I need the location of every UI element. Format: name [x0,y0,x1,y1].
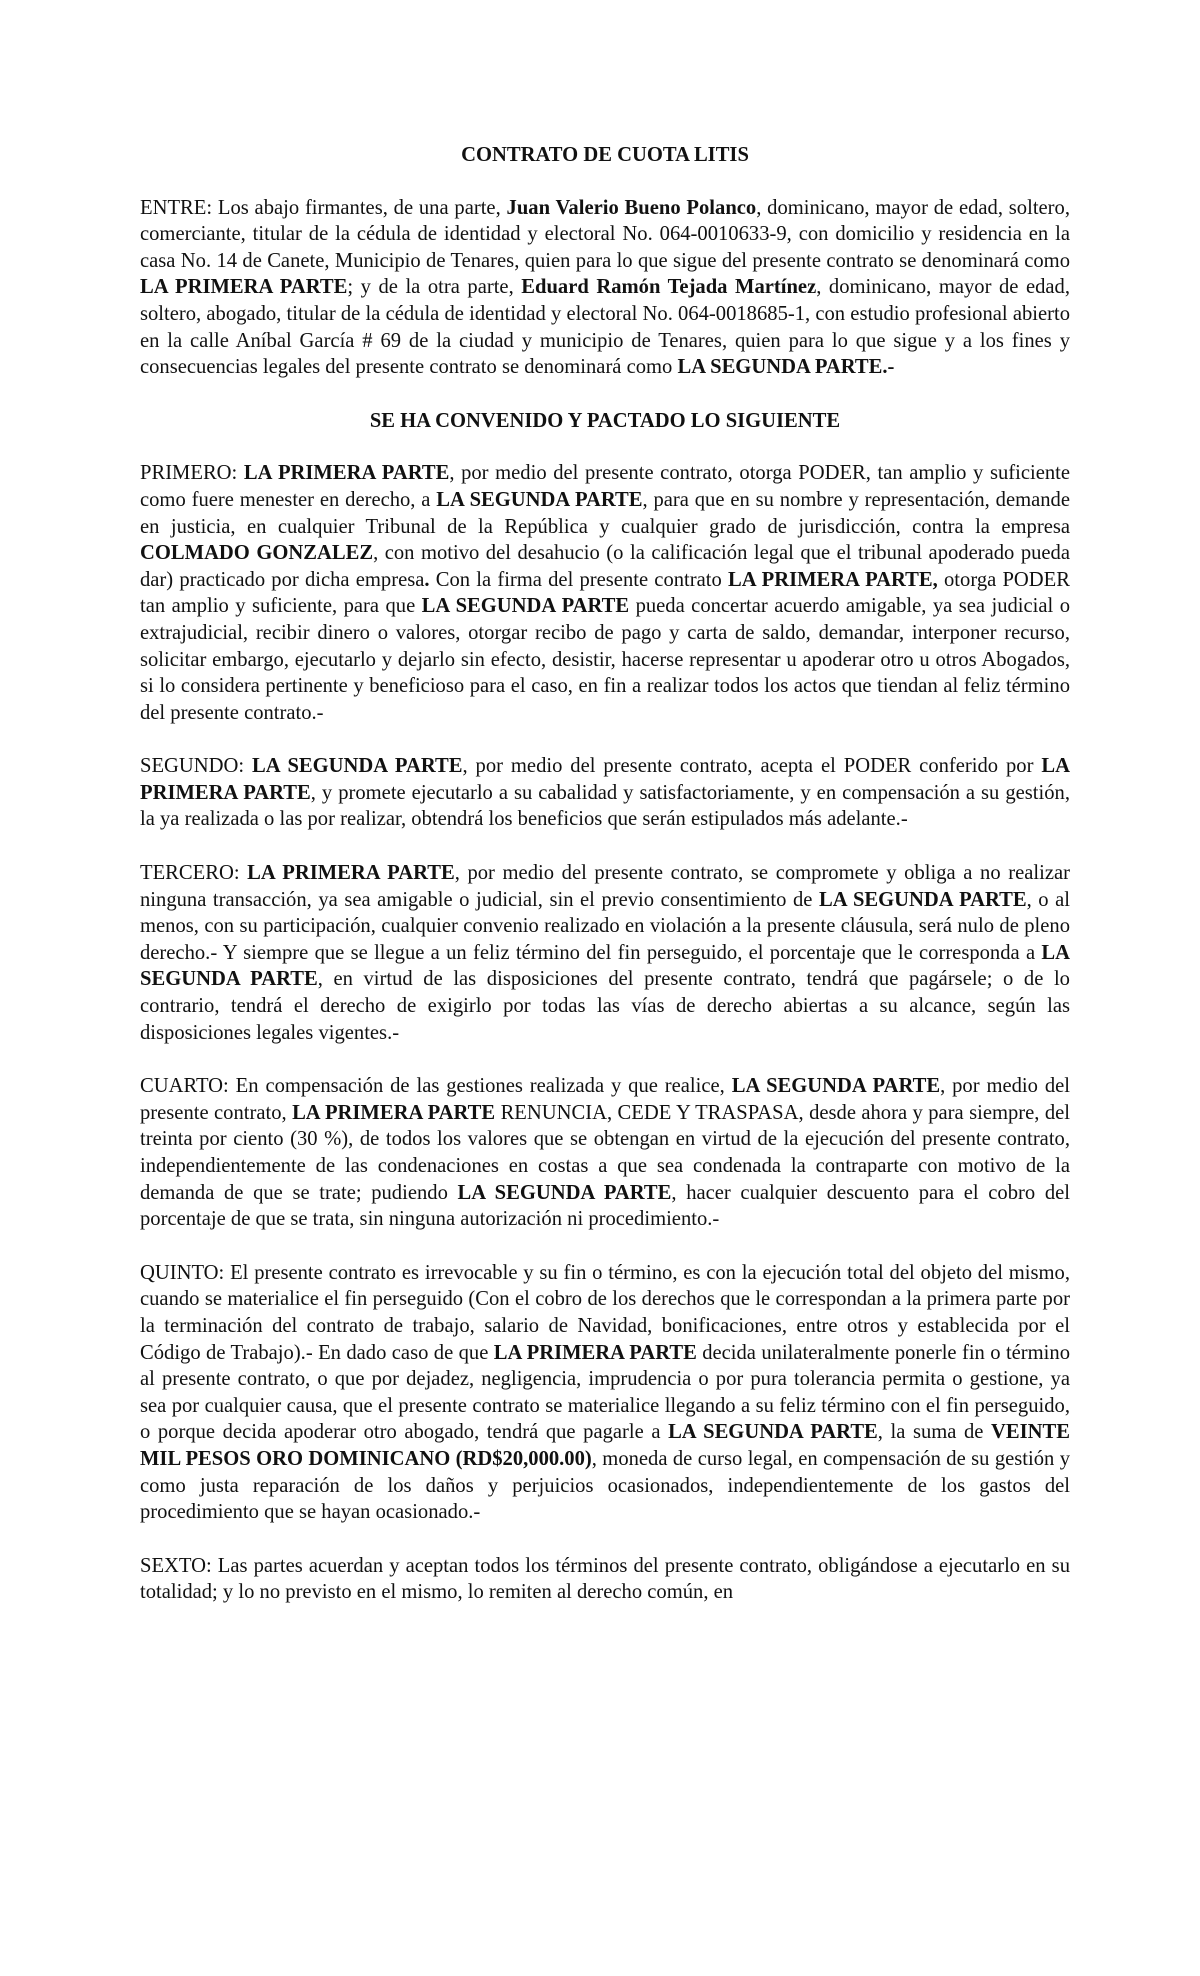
intro-text-1: ENTRE: Los abajo firmantes, de una parte, [140,196,507,219]
primero-bold-1: LA PRIMERA PARTE [243,462,450,485]
primero-text-1: PRIMERO: [140,462,244,485]
intro-text-2: , dominicano, mayor de edad, soltero, comerciante, titular de la cédula de identidad y electoral No. 064-0010633-9, con domicilio y residencia en la casa No. 14 de Canete, Municipio de Tenares, quien para lo que sigue del presente contrato se denominará como [140,196,1070,272]
segundo-bold-1: LA SEGUNDA PARTE [252,755,463,778]
quinto-text-4: , moneda de curso legal, en compensación de su gestión y como justa reparación de los daños y perjuicios ocasionados, independientemente de los gastos del procedimiento que se hayan ocasionado.- [140,1447,1070,1524]
clause-quinto [140,1260,1070,1526]
tercero-text-2: , por medio del presente contrato, se compromete y obliga a no realizar ninguna transacción, ya sea amigable o judicial, sin el previo consentimiento de [140,862,1070,911]
quinto-bold-2: LA SEGUNDA PARTE [668,1421,878,1444]
primero-bold-2: LA SEGUNDA PARTE [436,488,643,511]
intro-text-3: ; y de la otra parte, [347,276,522,299]
segundo-text-2: , por medio del presente contrato, acepta el PODER conferido por [462,755,1042,778]
party-two-name: Eduard Ramón Tejada Martínez [521,276,817,299]
primero-text-7: pueda concertar acuerdo amigable, ya sea judicial o extrajudicial, recibir dinero o valores, otorgar recibo de pago y carta de saldo, demandar, interponer recurso, solicitar embargo, ejecutarlo y dejarlo sin efecto, desistir, hacerse representar u apoderar otro u otros Abogados, si lo considera pertinente y beneficioso para el caso, en fin a realizar todos los actos que tiendan al feliz término del presente contrato.- [140,595,1070,724]
cuarto-bold-3: LA SEGUNDA PARTE [457,1181,672,1204]
quinto-text-3: , la suma de [877,1421,992,1444]
tercero-text-4: , en virtud de las disposiciones del presente contrato, tendrá que pagársele; o de lo contrario, tendrá el derecho de exigirlo por todas las vías de derecho abiertas a su alcance, según las disposiciones legales vigentes.- [140,968,1070,1044]
segundo-bold-2: LA PRIMERA PARTE [140,755,1070,804]
quinto-bold-1: LA PRIMERA PARTE [493,1341,697,1364]
tercero-bold-3: LA SEGUNDA PARTE [140,941,1070,991]
cuarto-bold-1: LA SEGUNDA PARTE [731,1075,941,1098]
intro-text-4: , dominicano, mayor de edad, soltero, abogado, titular de la cédula de identidad y electoral No. 064-0018685-1, con estudio profesional abierto en la calle Aníbal García # 69 de la ciudad y municipio de Tenares, quien para lo que sigue y a los fines y consecuencias legales del presente contrato se denominará como [140,276,1070,379]
clause-tercero [140,860,1070,1046]
segundo-text-1: SEGUNDO: [140,755,253,778]
cuarto-text-2: , por medio del presente contrato, [140,1075,1070,1124]
primero-text-5: Con la firma del presente contrato [429,568,728,591]
second-party-label: LA SEGUNDA PARTE.- [677,356,895,379]
cuarto-text-3: RENUNCIA, CEDE Y TRASPASA, desde ahora y para siempre, del treinta por ciento (30 %), de todos los valores que se obtengan en virtud de la ejecución del presente contrato, independientemente de las condenaciones en costas a que sea condenada la contraparte con motivo de la demanda de que se trate; pudiendo [140,1101,1070,1204]
party-one-name: Juan Valerio Bueno Polanco [506,196,757,219]
primero-text-4: , con motivo del desahucio (o la calificación legal que el tribunal apoderado pueda dar) practicado por dicha empresa [140,542,1070,591]
document-title: CONTRATO DE CUOTA LITIS [461,144,749,166]
tercero-text-1: TERCERO: [140,862,248,885]
tercero-bold-1: LA PRIMERA PARTE [247,862,455,885]
tercero-text-3: , o al menos, con su participación, cualquier convenio realizado en violación a la presente cláusula, será nulo de pleno derecho.- Y siempre que se llegue a un feliz término del fin perseguido, el porcentaje que le corresponda a [140,888,1070,964]
quinto-text-1: QUINTO: El presente contrato es irrevocable y su fin o término, es con la ejecución total del objeto del mismo, cuando se materialice el fin perseguido (Con el cobro de los derechos que le correspondan a la primera parte por la terminación del contrato de trabajo, salario de Navidad, bonificaciones, entre otros y establecida por el Código de Trabajo).- En dado caso de que [140,1261,1070,1364]
primero-bold-5: LA PRIMERA PARTE, [727,568,938,591]
clause-primero [140,460,1070,726]
segundo-text-3: , y promete ejecutarlo a su cabalidad y satisfactoriamente, y en compensación a su gestión, la ya realizada o las por realizar, obtendrá los beneficios que serán estipulados más adelante.- [140,781,1070,831]
primero-bold-6: LA SEGUNDA PARTE [421,595,630,618]
agreement-heading: SE HA CONVENIDO Y PACTADO LO SIGUIENTE [369,409,841,432]
cuarto-text-1: CUARTO: En compensación de las gestiones realizada y que realice, [140,1075,732,1098]
clause-cuarto [140,1073,1070,1233]
clause-segundo [140,753,1070,833]
primero-text-2: , por medio del presente contrato, otorga PODER, tan amplio y suficiente como fuere menester en derecho, a [140,462,1071,511]
tercero-bold-2: LA SEGUNDA PARTE [818,888,1027,911]
primero-bold-period: . [424,568,430,591]
first-party-label: LA PRIMERA PARTE [140,276,348,299]
cuarto-text-4: , hacer cualquier descuento para el cobro del porcentaje de que se trata, sin ninguna autorización ni procedimiento.- [140,1181,1070,1231]
primero-company-name: COLMADO GONZALEZ [140,542,374,565]
sexto-text-1: SEXTO: Las partes acuerdan y aceptan todos los términos del presente contrato, obligándose a ejecutarlo en su totalidad; y lo no previsto en el mismo, lo remiten al derecho común, en [140,1554,1070,1604]
clause-sexto [140,1553,1070,1606]
quinto-amount: VEINTE MIL PESOS ORO DOMINICANO (RD$20,000.00) [140,1421,1071,1470]
cuarto-bold-2: LA PRIMERA PARTE [292,1101,496,1124]
primero-text-6: otorga PODER tan amplio y suficiente, para que [140,568,1070,618]
primero-text-3: , para que en su nombre y representación, demande en justicia, en cualquier Tribunal de la República y cualquier grado de jurisdicción, contra la empresa [140,488,1070,538]
intro-paragraph [140,195,1070,381]
quinto-text-2: decida unilateralmente ponerle fin o término al presente contrato, o que por dejadez, negligencia, imprudencia o por pura tolerancia permita o gestione, ya sea por cualquier causa, que el presente contrato se materialice llegando a su feliz término con el fin perseguido, o porque decida apoderar otro abogado, tendrá que pagarle a [140,1341,1070,1444]
